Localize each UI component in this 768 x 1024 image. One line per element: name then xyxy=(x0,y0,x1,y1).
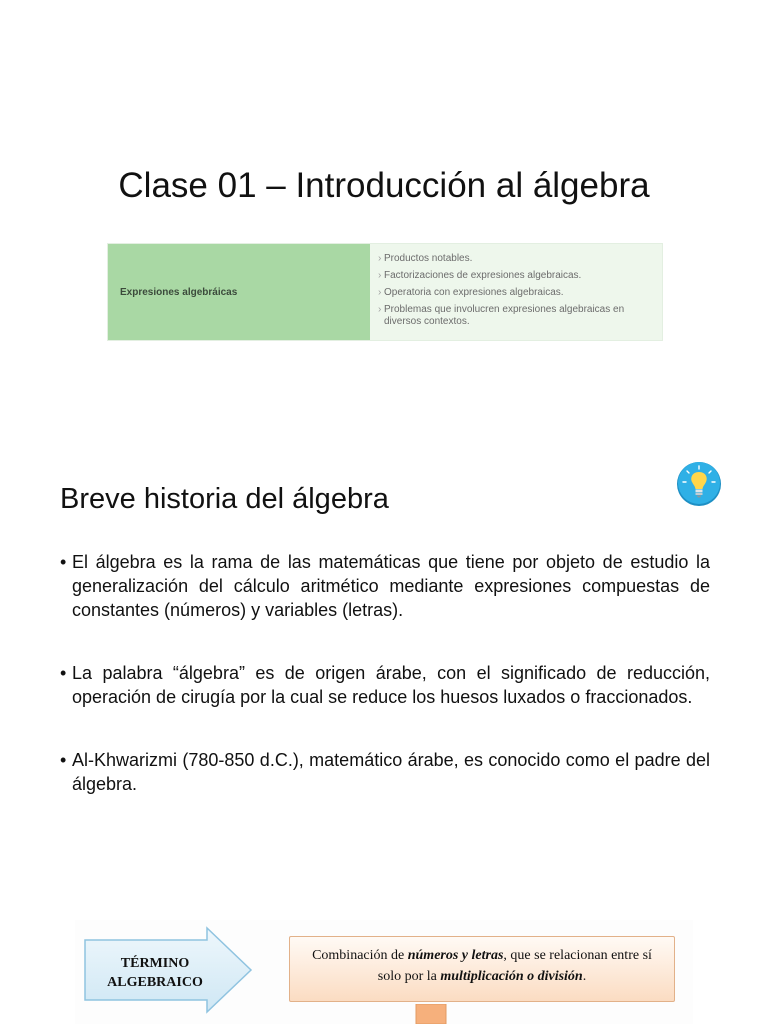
term-label: TÉRMINO ALGEBRAICO xyxy=(107,956,203,990)
section-heading: Breve historia del álgebra xyxy=(60,483,389,515)
topic-item: › Productos notables. xyxy=(378,253,473,264)
topic-label: Expresiones algebráicas xyxy=(108,244,370,340)
term-diagram xyxy=(75,920,693,1024)
bullet-item: • El álgebra es la rama de las matemáticas que tiene por objeto de estudio la generalización del cálculo aritmético mediante expresiones compuestas de constantes (números) y variables (letras). xyxy=(60,552,710,620)
topic-item: › Problemas que involucren expresiones algebraicas en diversos contextos. xyxy=(378,304,625,327)
history-bullets xyxy=(60,550,710,796)
topic-item: › Factorizaciones de expresiones algebraicas. xyxy=(378,270,582,281)
lightbulb-icon xyxy=(675,460,723,508)
slide-title: Clase 01 – Introducción al álgebra xyxy=(118,166,650,205)
topic-list xyxy=(370,244,662,340)
down-arrow-shape xyxy=(406,1004,456,1024)
topic-item: › Operatoria con expresiones algebraicas. xyxy=(378,287,564,298)
bullet-item: • La palabra “álgebra” es de origen árabe, con el significado de reducción, operación de cirugía por la cual se reduce los huesos luxados o fraccionados. xyxy=(60,663,710,707)
definition-box: Combinación de números y letras, que se relacionan entre sí solo por la multiplicación o división. xyxy=(289,936,675,1002)
bullet-item: • Al-Khwarizmi (780-850 d.C.), matemático árabe, es conocido como el padre del álgebra. xyxy=(60,750,710,794)
topic-table xyxy=(107,243,663,341)
